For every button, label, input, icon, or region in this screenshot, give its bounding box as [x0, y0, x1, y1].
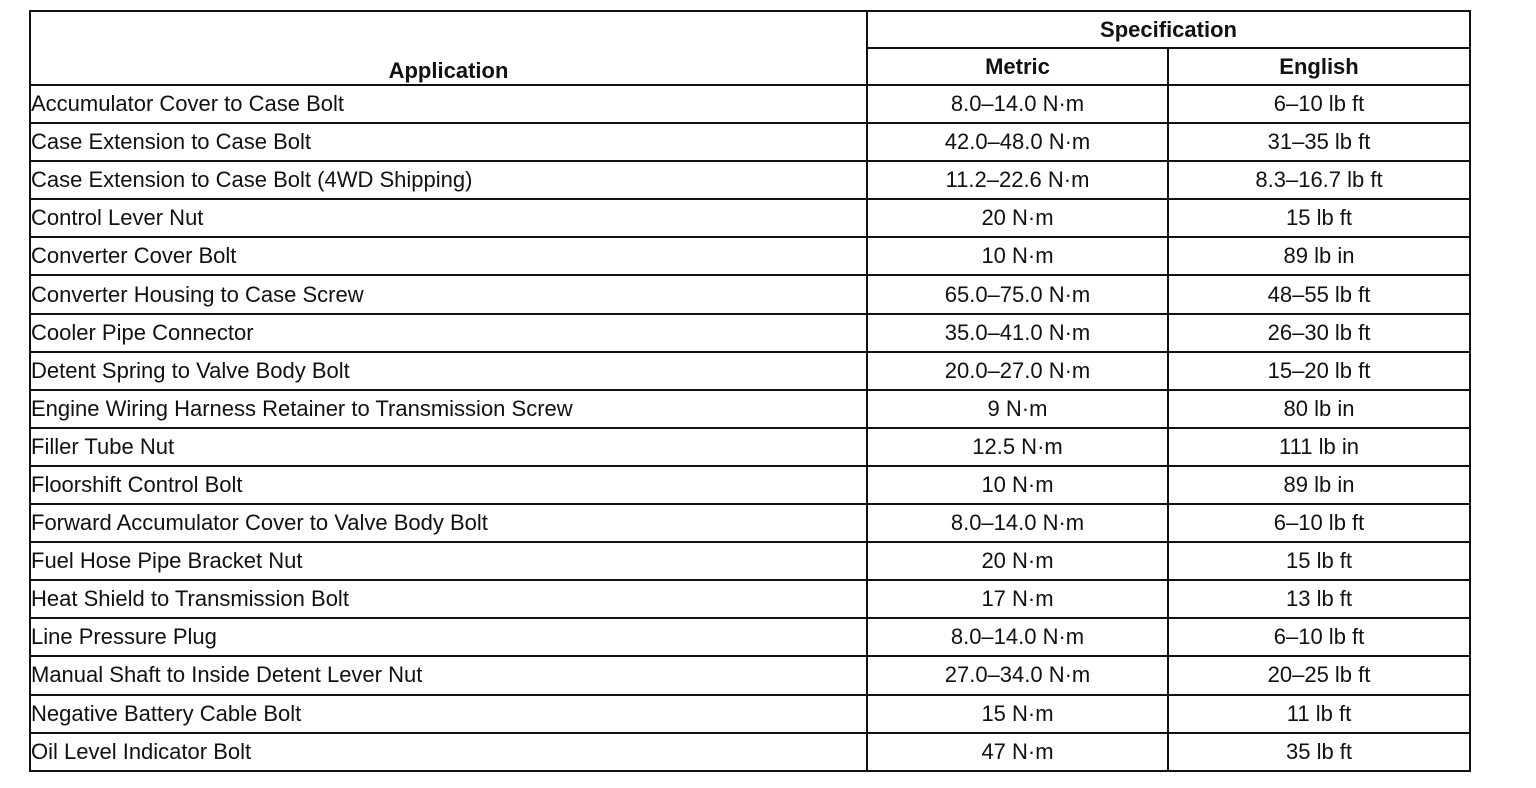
english-cell: 15 lb ft — [1168, 542, 1470, 580]
english-cell: 6–10 lb ft — [1168, 618, 1470, 656]
metric-cell: 10 N·m — [867, 237, 1168, 275]
metric-cell: 10 N·m — [867, 466, 1168, 504]
application-cell: Forward Accumulator Cover to Valve Body Bolt — [30, 504, 867, 542]
english-cell: 35 lb ft — [1168, 733, 1470, 771]
metric-cell: 15 N·m — [867, 695, 1168, 733]
table-row — [30, 352, 1470, 390]
application-cell: Heat Shield to Transmission Bolt — [30, 580, 867, 618]
table-row — [30, 390, 1470, 428]
metric-cell: 8.0–14.0 N·m — [867, 85, 1168, 123]
table-row — [30, 85, 1470, 123]
table-header — [30, 11, 1470, 85]
application-cell: Case Extension to Case Bolt (4WD Shipping) — [30, 161, 867, 199]
table-row — [30, 237, 1470, 275]
english-cell: 89 lb in — [1168, 466, 1470, 504]
application-cell: Fuel Hose Pipe Bracket Nut — [30, 542, 867, 580]
table-row — [30, 123, 1470, 161]
specification-group-header: Specification — [867, 11, 1470, 48]
table-row — [30, 580, 1470, 618]
english-cell: 6–10 lb ft — [1168, 85, 1470, 123]
metric-cell: 8.0–14.0 N·m — [867, 504, 1168, 542]
application-cell: Oil Level Indicator Bolt — [30, 733, 867, 771]
english-cell: 26–30 lb ft — [1168, 314, 1470, 352]
table-row — [30, 733, 1470, 771]
metric-cell: 17 N·m — [867, 580, 1168, 618]
table-row — [30, 504, 1470, 542]
application-cell: Cooler Pipe Connector — [30, 314, 867, 352]
english-cell: 20–25 lb ft — [1168, 656, 1470, 694]
application-column-header: Application — [30, 11, 867, 85]
metric-cell: 20.0–27.0 N·m — [867, 352, 1168, 390]
table-row — [30, 275, 1470, 313]
metric-cell: 65.0–75.0 N·m — [867, 275, 1168, 313]
english-column-header: English — [1168, 48, 1470, 85]
metric-cell: 11.2–22.6 N·m — [867, 161, 1168, 199]
metric-cell: 20 N·m — [867, 199, 1168, 237]
table-row — [30, 695, 1470, 733]
metric-cell: 12.5 N·m — [867, 428, 1168, 466]
metric-cell: 27.0–34.0 N·m — [867, 656, 1168, 694]
application-cell: Negative Battery Cable Bolt — [30, 695, 867, 733]
table-row — [30, 656, 1470, 694]
table-body — [30, 85, 1470, 771]
english-cell: 89 lb in — [1168, 237, 1470, 275]
table-row — [30, 199, 1470, 237]
table-row — [30, 314, 1470, 352]
english-cell: 13 lb ft — [1168, 580, 1470, 618]
english-cell: 11 lb ft — [1168, 695, 1470, 733]
application-cell: Accumulator Cover to Case Bolt — [30, 85, 867, 123]
table-row — [30, 542, 1470, 580]
english-cell: 15 lb ft — [1168, 199, 1470, 237]
table-row — [30, 161, 1470, 199]
application-cell: Engine Wiring Harness Retainer to Transmission Screw — [30, 390, 867, 428]
metric-cell: 42.0–48.0 N·m — [867, 123, 1168, 161]
table-row — [30, 428, 1470, 466]
application-cell: Line Pressure Plug — [30, 618, 867, 656]
metric-cell: 8.0–14.0 N·m — [867, 618, 1168, 656]
application-cell: Filler Tube Nut — [30, 428, 867, 466]
application-cell: Control Lever Nut — [30, 199, 867, 237]
application-cell: Converter Housing to Case Screw — [30, 275, 867, 313]
metric-column-header: Metric — [867, 48, 1168, 85]
table-row — [30, 618, 1470, 656]
english-cell: 8.3–16.7 lb ft — [1168, 161, 1470, 199]
metric-cell: 47 N·m — [867, 733, 1168, 771]
metric-cell: 9 N·m — [867, 390, 1168, 428]
english-cell: 80 lb in — [1168, 390, 1470, 428]
english-cell: 111 lb in — [1168, 428, 1470, 466]
application-cell: Converter Cover Bolt — [30, 237, 867, 275]
application-cell: Case Extension to Case Bolt — [30, 123, 867, 161]
english-cell: 6–10 lb ft — [1168, 504, 1470, 542]
application-cell: Manual Shaft to Inside Detent Lever Nut — [30, 656, 867, 694]
application-cell: Floorshift Control Bolt — [30, 466, 867, 504]
english-cell: 31–35 lb ft — [1168, 123, 1470, 161]
table-row — [30, 466, 1470, 504]
torque-specification-table — [29, 10, 1471, 772]
english-cell: 48–55 lb ft — [1168, 275, 1470, 313]
application-cell: Detent Spring to Valve Body Bolt — [30, 352, 867, 390]
english-cell: 15–20 lb ft — [1168, 352, 1470, 390]
metric-cell: 20 N·m — [867, 542, 1168, 580]
header-row-top — [30, 11, 1470, 48]
metric-cell: 35.0–41.0 N·m — [867, 314, 1168, 352]
